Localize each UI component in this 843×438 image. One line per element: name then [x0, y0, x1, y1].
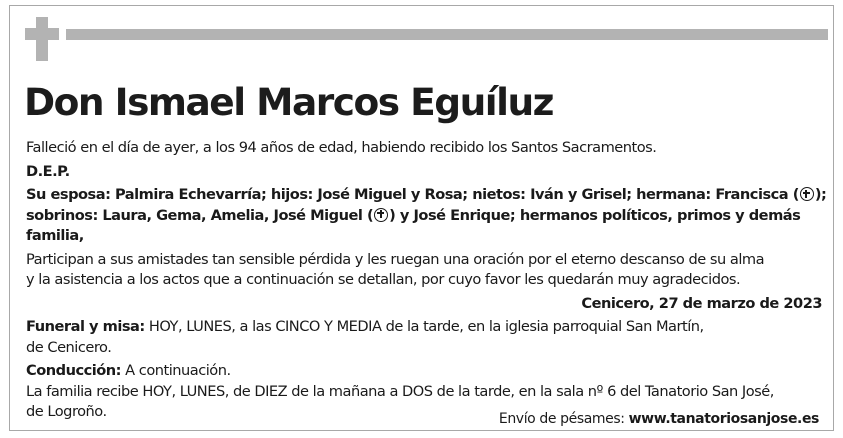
funeral-info: [26, 317, 822, 358]
header-bar: [66, 29, 828, 40]
reception-line-1: La familia recibe HOY, LUNES, de DIEZ de la mañana a DOS de la tarde, en la sala nº 6 del Tanatorio San José,: [26, 382, 774, 400]
family-line-2-part-a: sobrinos: Laura, Gema, Amelia, José Miguel (: [26, 206, 374, 224]
conduccion-text: A continuación.: [121, 362, 231, 379]
dep-text: D.E.P.: [26, 162, 70, 180]
funeral-text: HOY, LUNES, a las CINCO Y MEDIA de la tarde, en la iglesia parroquial San Martín,: [144, 318, 704, 335]
request-line-2: y la asistencia a los actos que a continuación se detallan, por cuyo favor les quedarán muy agradecidos.: [26, 271, 741, 288]
family-line-2: [26, 206, 822, 227]
place-date: Cenicero, 27 de marzo de 2023: [581, 294, 822, 312]
request-line-1: Participan a sus amistades tan sensible pérdida y les ruegan una oración por el eterno descanso de su alma: [26, 250, 765, 268]
funeral-line-1: [26, 317, 822, 338]
request-text: [26, 250, 822, 291]
family-line-1: [26, 185, 827, 206]
deceased-cross-icon: [800, 187, 814, 201]
deceased-cross-icon: [374, 208, 388, 222]
latin-cross-icon: [25, 17, 59, 61]
family-list: [26, 185, 827, 247]
condolences-label: Envío de pésames:: [498, 411, 629, 427]
conduccion-label: Conducción:: [26, 362, 122, 379]
intro-text: Falleció en el día de ayer, a los 94 años de edad, habiendo recibido los Santos Sacramentos.: [26, 139, 657, 156]
family-line-3: familia,: [26, 227, 84, 244]
family-line-1-part-a: Su esposa: Palmira Echevarría; hijos: José Miguel y Rosa; nietos: Iván y Grisel; hermana: Francisca (: [26, 186, 799, 203]
condolences-line: [499, 411, 819, 427]
obituary-body: [26, 138, 827, 423]
conduccion-info: [26, 361, 822, 382]
family-line-1-part-b: );: [814, 186, 827, 203]
condolences-link[interactable]: www.tanatoriosanjose.es: [628, 411, 819, 427]
reception-line-2: de Logroño.: [26, 403, 107, 420]
funeral-line-2: de Cenicero.: [26, 338, 112, 356]
deceased-name: Don Ismael Marcos Eguíluz: [24, 80, 554, 124]
family-line-2-part-b: ) y José Enrique; hermanos políticos, primos y demás: [389, 206, 801, 224]
obituary-card: [9, 5, 834, 431]
funeral-label: Funeral y misa:: [26, 318, 145, 335]
